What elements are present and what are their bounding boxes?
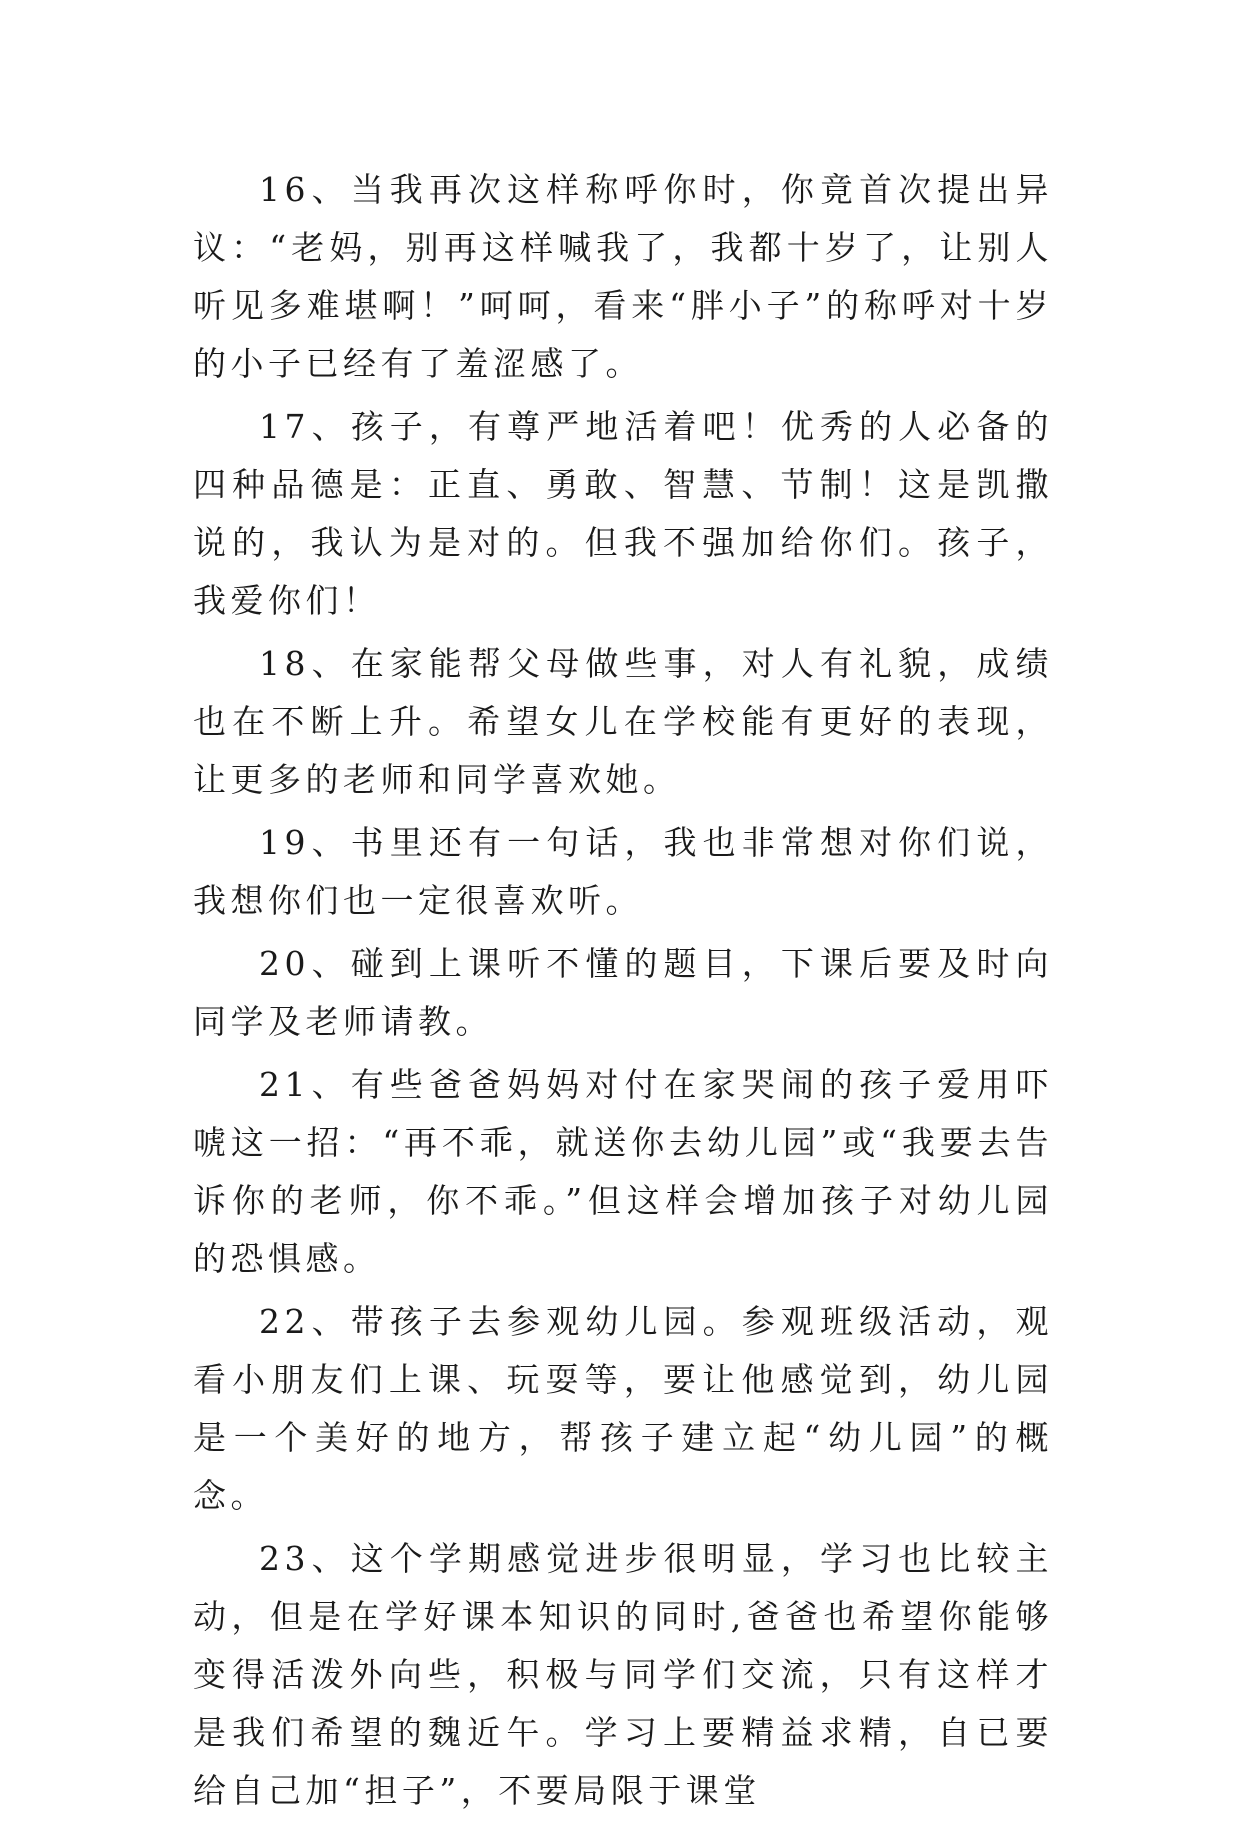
paragraph-20: 20、碰到上课听不懂的题目，下课后要及时向同学及老师请教。 xyxy=(193,944,1053,1041)
paragraph-19: 19、书里还有一句话，我也非常想对你们说，我想你们也一定很喜欢听。 xyxy=(193,823,1053,920)
paragraph-21: 21、有些爸爸妈妈对付在家哭闹的孩子爱用吓唬这一招：“再不乖，就送你去幼儿园”或“我要去告诉你的老师，你不乖。”但这样会增加孩子对幼儿园的恐惧感。 xyxy=(193,1065,1053,1278)
paragraph-17: 17、孩子，有尊严地活着吧！优秀的人必备的四种品德是：正直、勇敢、智慧、节制！这是凯撒说的，我认为是对的。但我不强加给你们。孩子，我爱你们！ xyxy=(193,407,1053,620)
paragraph-23: 23、这个学期感觉进步很明显，学习也比较主动，但是在学好课本知识的同时,爸爸也希望你能够变得活泼外向些，积极与同学们交流，只有这样才是我们希望的魏近午。学习上要精益求精，自已要给自己加“担子”，不要局限于课堂 xyxy=(193,1539,1053,1810)
paragraph-18: 18、在家能帮父母做些事，对人有礼貌，成绩也在不断上升。希望女儿在学校能有更好的表现，让更多的老师和同学喜欢她。 xyxy=(193,644,1053,799)
paragraph-22: 22、带孩子去参观幼儿园。参观班级活动，观看小朋友们上课、玩耍等，要让他感觉到，幼儿园是一个美好的地方，帮孩子建立起“幼儿园”的概念。 xyxy=(193,1302,1053,1515)
document-body xyxy=(193,161,1053,1825)
paragraph-16: 16、当我再次这样称呼你时，你竟首次提出异议：“老妈，别再这样喊我了，我都十岁了，让别人听见多难堪啊！”呵呵，看来“胖小子”的称呼对十岁的小子已经有了羞涩感了。 xyxy=(193,170,1053,383)
